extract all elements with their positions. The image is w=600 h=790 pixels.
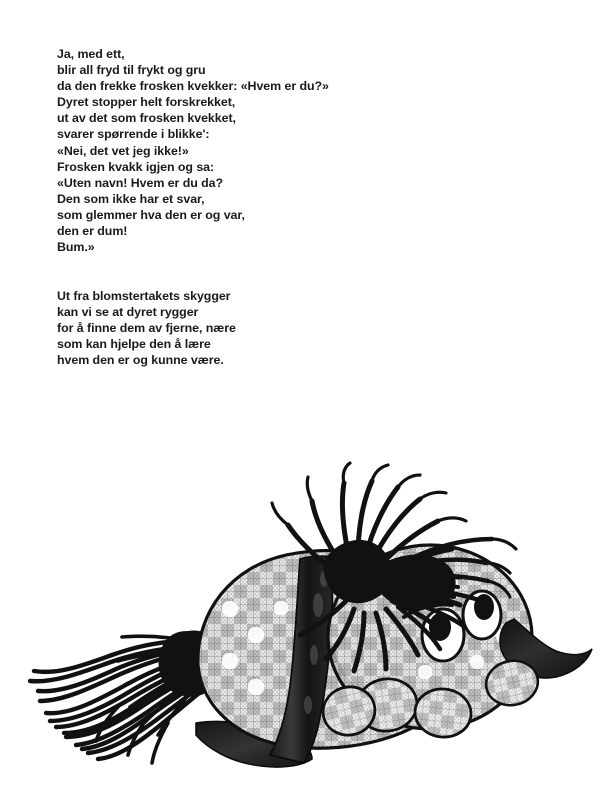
poem-line: Ut fra blomstertakets skygger [57, 289, 231, 303]
poem-line: som kan hjelpe den å lære [57, 337, 211, 352]
poem-line: ut av det som frosken kvekket, [57, 111, 236, 126]
poem-line: blir all fryd til frykt og gru [57, 63, 206, 78]
poem-line: Bum.» [57, 240, 95, 255]
poem-line: svarer spørrende i blikke': [57, 127, 210, 142]
poem-line: den er dum! [57, 224, 128, 239]
poem-line: for å finne dem av fjerne, nære [57, 321, 236, 336]
poem-line: da den frekke frosken kvekker: «Hvem er du?» [57, 79, 329, 94]
checkered-creature-illustration [0, 455, 600, 790]
poem-line: «Uten navn! Hvem er du da? [57, 175, 224, 190]
poem-line: Ja, med ett, [57, 47, 125, 61]
poem-line: Dyret stopper helt forskrekket, [57, 95, 236, 110]
poem-stanza-2 [57, 288, 236, 368]
poem-line: hvem den er og kunne være. [57, 353, 224, 368]
poem-line: Frosken kvakk igjen og sa: [57, 159, 215, 174]
poem-line: «Nei, det vet jeg ikke!» [57, 143, 189, 158]
poem-line: Den som ikke har et svar, [57, 191, 205, 206]
poem-line: som glemmer hva den er og var, [57, 207, 245, 222]
poem-stanza-1 [57, 46, 329, 255]
poem-line: kan vi se at dyret rygger [57, 305, 199, 320]
